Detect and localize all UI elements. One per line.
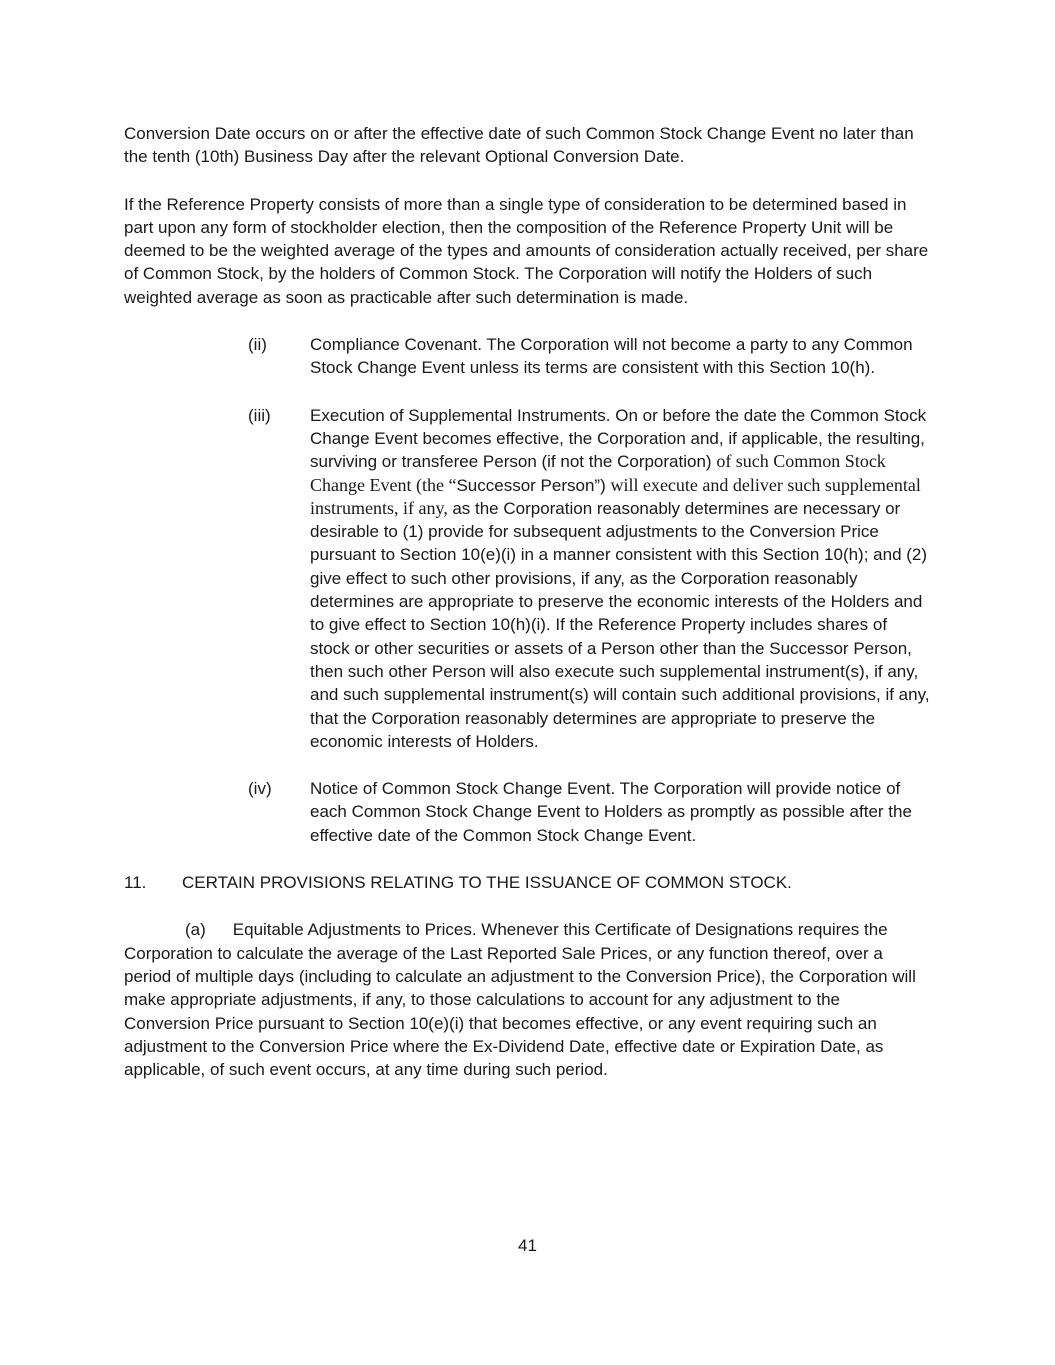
- list-item-iii: [124, 404, 930, 753]
- list-text-compliance-covenant: Compliance Covenant. The Corporation will not become a party to any Common Stock Change Event unless its terms are consistent with this Section 10(h).: [310, 335, 913, 378]
- paragraph-reference-property: If the Reference Property consists of more than a single type of consideration to be determined based in part upon any form of stockholder election, then the composition of the Reference Property Unit will be deemed to be the weighted average of the types and amounts of consideration actually received, per share of Common Stock, by the holders of Common Stock. The Corporation will notify the Holders of such weighted average as soon as practicable after such determination is made.: [124, 194, 929, 307]
- paragraph-item-a: [124, 918, 930, 1081]
- section-11-number: 11.: [124, 873, 147, 893]
- text-segment-serif: of such Common Stock Change Event (the “: [310, 451, 886, 495]
- item-a-text: Equitable Adjustments to Prices. Whenever this Certificate of Designations requires the Corporation to calculate the average of the Last Reported Sale Prices, or any function thereof, over a period of multiple days (including to calculate an adjustment to the Conversion Price), the Corporation will make appropriate adjustments, if any, to those calculations to account for any adjustment to the Conversion Price pursuant to Section 10(e)(i) that becomes effective, or any event requiring such an adjustment to the Conversion Price where the Ex-Dividend Date, effective date or Expiration Date, as applicable, of such event occurs, at any time during such period.: [124, 920, 916, 1080]
- list-text-notice-change-event: Notice of Common Stock Change Event. The Corporation will provide notice of each Common Stock Change Event to Holders as promptly as possible after the effective date of the Common Stock Change Event.: [310, 779, 912, 845]
- list-marker-iv: (iv): [248, 779, 272, 799]
- text-segment-sans: Execution of Supplemental Instruments. On or before the date the Common Stock Change Event becomes effective, the Corporation and, if applicable, the resulting, surviving or transferee Person (if not the Corporation): [310, 405, 927, 472]
- item-a-marker: (a): [185, 920, 206, 940]
- paragraph-conversion-date: Conversion Date occurs on or after the effective date of such Common Stock Change Event no later than the tenth (10th) Business Day after the relevant Optional Conversion Date.: [124, 124, 914, 167]
- text-segment-sans: as the Corporation reasonably determines are necessary or desirable to (1) provide for subsequent adjustments to the Conversion Price pursuant to Section 10(e)(i) in a manner consistent with this Section 10(h); and (2) give effect to such other provisions, if any, as the Corporation reasonably determines are appropriate to preserve the economic interests of the Holders and to give effect to Section 10(h)(i). If the Reference Property includes shares of stock or other securities or assets of a Person other than the Successor Person, then such other Person will also execute such supplemental instrument(s), if any, and such supplemental instrument(s) will contain such additional provisions, if any, that the Corporation reasonably determines are appropriate to preserve the economic interests of Holders.: [310, 498, 930, 751]
- section-11-heading: [124, 871, 930, 894]
- list-marker-iii: (iii): [248, 405, 271, 425]
- page-number: 41: [518, 1236, 537, 1255]
- text-segment-sans: Successor Person”): [456, 475, 611, 495]
- list-marker-ii: (ii): [248, 335, 267, 355]
- section-11-title: CERTAIN PROVISIONS RELATING TO THE ISSUANCE OF COMMON STOCK.: [182, 873, 792, 893]
- list-item-iv: [124, 777, 930, 847]
- list-item-ii: [124, 333, 930, 380]
- list-text-execution-supplemental: [310, 404, 930, 753]
- text-segment-serif: will execute and deliver such supplemental instruments, if any,: [310, 474, 921, 518]
